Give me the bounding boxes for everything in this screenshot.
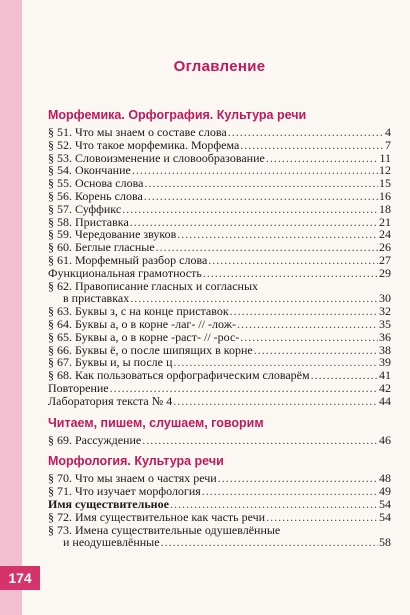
toc-page-number: 39 [379,355,391,370]
toc-entry[interactable] [48,331,391,344]
toc-entry-title: § 63. Буквы з, с на конце приставок [48,304,229,319]
toc-page-number: 16 [379,188,391,203]
dot-leader [161,536,378,549]
toc-entry-title: § 72. Имя существительное как часть речи [48,509,266,524]
toc-page-number: 27 [379,252,391,267]
toc-page-number: 11 [379,150,391,165]
toc-entry-title: § 53. Словоизменение и словообразование [48,150,265,165]
toc-entry[interactable] [48,434,391,447]
toc-entry-title: § 60. Беглые гласные [48,240,155,255]
toc-entry-title: § 65. Буквы а, о в корне -раст- // -рос- [48,329,240,344]
toc-entry-continuation: в приставках [63,291,130,306]
toc-entry-title: § 54. Окончание [48,163,131,178]
toc-entry-title: Функциональная грамотность [48,265,202,280]
toc-page-number: 12 [379,163,391,178]
dot-leader [266,511,378,524]
toc-page-number: 44 [379,393,391,408]
toc-page-number: 4 [385,125,391,139]
dot-leader [122,203,378,216]
toc-page-number: 32 [379,304,391,319]
toc-entry-title: § 68. Как пользоваться орфографическим словарём [48,368,310,383]
toc-entry-title: § 52. Что такое морфемика. Морфема [48,137,240,152]
dot-leader [228,126,384,139]
dot-leader [144,190,378,203]
toc-page-number: 35 [379,316,391,331]
toc-entry-title: § 58. Приставка [48,214,129,229]
toc-page-number: 18 [379,201,391,216]
toc-entry-title: § 59. Чередование звуков [48,227,177,242]
toc-page-number: 58 [379,535,391,550]
toc-entry-title: § 70. Что мы знаем о частях речи [48,471,217,486]
dot-leader [177,228,378,241]
toc-page-number: 54 [379,496,391,511]
toc-entry-title: § 57. Суффикс [48,201,122,216]
toc-entry-title: § 66. Буквы ё, о после шипящих в корне [48,342,253,357]
page-title: Оглавление [173,58,266,75]
table-of-contents [48,58,391,549]
toc-page-number: 26 [379,240,391,255]
toc-page-number: 24 [379,227,391,242]
toc-entry-title: § 55. Основа слова [48,176,144,191]
dot-leader [254,344,378,357]
toc-entry-continuation: и неодушевлённые [63,535,160,550]
toc-entry-title: Имя существительное [48,496,169,511]
dot-leader [142,434,378,447]
dot-leader [311,369,378,382]
toc-entry-title: § 62. Правописание гласных и согласных [48,278,259,293]
toc-entry[interactable] [48,498,391,511]
toc-page-number: 30 [379,291,391,306]
toc-entry-title: § 71. Что изучает морфология [48,484,201,499]
toc-entry[interactable] [48,485,391,498]
toc-entry-title: Лаборатория текста № 4 [48,393,173,408]
dot-leader [240,331,378,344]
toc-page-number: 7 [385,137,391,152]
toc-entry[interactable] [48,203,391,216]
toc-page-number: 29 [379,265,391,280]
dot-leader [266,152,379,165]
toc-sections [48,107,391,549]
section-heading: Морфемика. Орфография. Культура речи [48,108,307,122]
toc-entry[interactable] [48,395,391,408]
toc-entry[interactable] [48,511,391,524]
section-heading: Читаем, пишем, слушаем, говорим [48,415,264,430]
toc-page-number: 49 [379,484,391,499]
toc-page-number: 54 [379,509,391,524]
dot-leader [132,164,378,177]
toc-entry[interactable] [48,139,391,152]
toc-entry-title: Повторение [48,380,109,395]
toc-page-number: 42 [379,380,391,395]
dot-leader [208,254,378,267]
dot-leader [218,472,378,485]
toc-page-number: 21 [379,214,391,229]
toc-entry[interactable] [48,254,391,267]
toc-entry-title: § 69. Рассуждение [48,432,142,447]
toc-entry[interactable] [48,190,391,203]
toc-entry-title: § 56. Корень слова [48,188,143,203]
page-number-badge: 174 [0,566,40,590]
dot-leader [170,498,378,511]
toc-page-number: 48 [379,471,391,486]
toc-page-number: 15 [379,176,391,191]
section-heading: Морфология. Культура речи [48,454,224,469]
toc-page-number: 36 [379,329,391,344]
toc-entry[interactable] [48,382,391,395]
left-margin-band [0,0,22,615]
toc-entry[interactable] [48,126,391,139]
toc-entry[interactable] [48,536,391,549]
dot-leader [144,177,378,190]
dot-leader [173,395,378,408]
toc-entry-title: § 51. Что мы знаем о составе слова [48,125,227,139]
toc-page-number: 41 [379,368,391,383]
toc-page-number: 38 [379,342,391,357]
dot-leader [237,318,378,331]
dot-leader [202,485,378,498]
toc-entry[interactable] [48,267,391,280]
toc-entry-title: § 64. Буквы а, о в корне -лаг- // -лож- [48,316,236,331]
dot-leader [110,382,378,395]
toc-page-number: 46 [379,432,391,447]
dot-leader [240,139,384,152]
toc-entry-title: § 73. Имена существительные одушевлённые [48,522,281,537]
toc-entry-title: § 61. Морфемный разбор слова [48,252,208,267]
dot-leader [230,305,378,318]
toc-entry-title: § 67. Буквы и, ы после ц [48,355,173,370]
dot-leader [203,267,378,280]
toc-entry[interactable] [48,318,391,331]
